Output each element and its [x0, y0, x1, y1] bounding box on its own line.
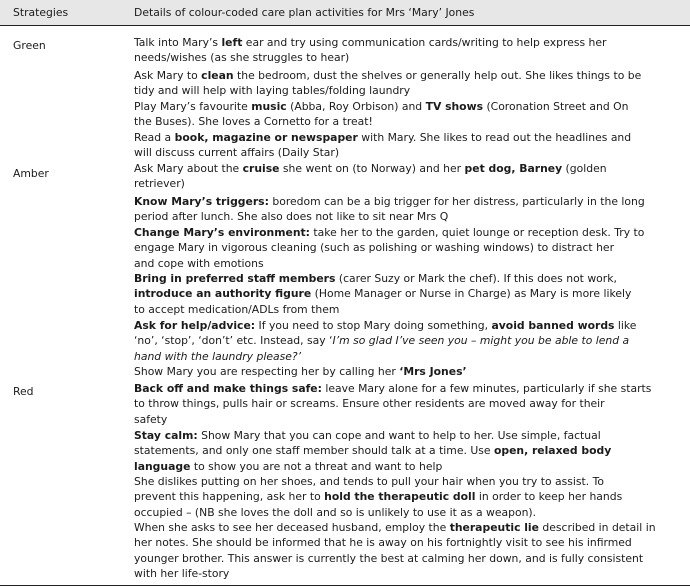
entry-text-run: the bedroom, dust the shelves or generally help out. She likes things to be [233, 69, 642, 82]
entry-text-run: with her life-story [134, 566, 230, 580]
entry-text-run: will discuss current affairs (Daily Star) [134, 146, 340, 160]
entry-text-run: and cope with emotions [134, 256, 264, 270]
entry-line [134, 551, 682, 566]
entry-line [134, 99, 682, 114]
entry-line [134, 474, 682, 489]
entry-text-run: left [221, 36, 243, 49]
entry-line [134, 271, 682, 286]
entry-text-run: prevent this happening, ask her to [134, 490, 325, 504]
green-entry-reading [134, 130, 682, 161]
entry-text-run: tidy and will help with laying tables/folding laundry [134, 84, 411, 98]
header-details: Details of colour-coded care plan activities for Mrs ‘Mary’ Jones [134, 6, 475, 19]
entry-text-run: younger brother. This answer is currently the best at calming her down, and is fully consistent [134, 551, 644, 565]
entry-line [134, 412, 682, 427]
green-entry-music [134, 99, 682, 130]
entry-text-run: TV shows [425, 100, 484, 113]
green-entry-hearing [134, 35, 682, 66]
entry-line [134, 209, 682, 224]
entry-text-run: Show Mary you are respecting her by calling her [134, 365, 400, 378]
entry-line [134, 68, 682, 83]
entry-text-run: she went on (to Norway) and her [279, 162, 465, 175]
entry-text-run: with Mary. She likes to read out the headlines and [357, 131, 632, 144]
green-entry-cleaning [134, 68, 682, 99]
entry-text-run: Know Mary’s triggers: [134, 195, 269, 208]
entry-text-run: her notes. She should be informed that he is away on his fortnightly visit to see his infirmed [134, 536, 632, 550]
entry-text-run: If you need to stop Mary doing something, [255, 319, 492, 332]
entry-text-run: the Buses). She loves a Cornetto for a treat! [134, 115, 373, 129]
entry-text-run: music [251, 100, 287, 113]
entry-text-run: Change Mary’s environment: [134, 226, 310, 239]
entry-line [134, 428, 682, 443]
entry-text-run: in order to keep her hands [475, 490, 623, 504]
entry-text-run: Play Mary’s favourite [134, 100, 252, 113]
header-strategies: Strategies [13, 6, 69, 19]
entry-line [134, 194, 682, 209]
entry-text-run: book, magazine or newspaper [174, 131, 358, 144]
amber-entry-help [134, 318, 682, 364]
entry-text-run: Ask Mary about the [134, 162, 243, 175]
entry-line [134, 489, 682, 504]
red-entry-shoes [134, 474, 682, 520]
amber-entry-respect [134, 364, 682, 379]
entry-line [134, 505, 682, 520]
red-entry-safe [134, 381, 682, 427]
entry-text-run: pet dog, Barney [464, 162, 563, 175]
entry-line [134, 381, 682, 396]
entry-text-run: ear and try using communication cards/writing to help express her [242, 36, 607, 49]
entry-text-run: statements, and only one staff member should talk at a time. Use [134, 444, 494, 458]
entry-text-run: ‘Mrs Jones’ [399, 365, 467, 378]
entry-line [134, 145, 682, 160]
entry-text-run: She dislikes putting on her shoes, and tends to pull your hair when you try to assist. To [134, 475, 604, 488]
entry-line [134, 333, 682, 348]
entry-text-run: engage Mary in vigorous cleaning (such as polishing or washing windows) to distract her [134, 241, 615, 255]
entry-text-run: needs/wishes (as she struggles to hear) [134, 51, 350, 65]
entry-text-run: leave Mary alone for a few minutes, particularly if she starts [321, 382, 652, 395]
entry-line [134, 443, 682, 458]
entry-text-run: to throw things, pulls hair or screams. Ensure other residents are moved away for their [134, 397, 605, 411]
entry-line [134, 225, 682, 240]
strategy-green-label: Green [13, 39, 46, 52]
entry-text-run: Talk into Mary’s [134, 36, 222, 49]
entry-line [134, 302, 682, 317]
entry-text-run: Bring in preferred staff members [134, 272, 336, 285]
entry-line [134, 396, 682, 411]
entry-text-run: I’m so glad I’ve seen you – might you be able to lend a [332, 334, 630, 348]
entry-line [134, 318, 682, 333]
entry-line [134, 459, 682, 474]
entry-text-run: (Abba, Roy Orbison) and [286, 100, 426, 113]
entry-text-run: safety [134, 412, 168, 426]
entry-line [134, 130, 682, 145]
entry-text-run: cruise [242, 162, 280, 175]
entry-line [134, 83, 682, 98]
entry-text-run: (Coronation Street and On [483, 100, 629, 113]
amber-entry-staff [134, 271, 682, 317]
entry-text-run: When she asks to see her deceased husband, employ the [134, 521, 450, 534]
entry-line [134, 50, 682, 65]
entry-text-run: boredom can be a big trigger for her distress, particularly in the long [268, 195, 645, 208]
red-entry-calm [134, 428, 682, 474]
entry-text-run: occupied – (NB she loves the doll and so is unlikely to use it as a weapon). [134, 505, 537, 519]
entry-line [134, 176, 682, 191]
entry-text-run: (Home Manager or Nurse in Charge) as Mary is more likely [311, 287, 632, 301]
entry-text-run: to show you are not a threat and want to help [190, 459, 443, 473]
entry-text-run: Read a [134, 131, 175, 144]
entry-text-run: ‘no’, ‘stop’, ‘don’t’ etc. Instead, say ‘ [134, 334, 333, 348]
entry-line [134, 566, 682, 581]
entry-line [134, 286, 682, 301]
entry-text-run: hand with the laundry please?’ [134, 349, 302, 363]
entry-text-run: to accept medication/ADLs from them [134, 302, 340, 316]
entry-text-run: Stay calm: [134, 429, 198, 442]
entry-line [134, 256, 682, 271]
entry-line [134, 35, 682, 50]
entry-text-run: introduce an authority figure [134, 287, 312, 301]
entry-text-run: Ask for help/advice: [134, 319, 256, 332]
red-entry-husband [134, 520, 682, 581]
table-header [0, 0, 690, 26]
green-entry-cruise [134, 161, 682, 192]
entry-text-run: therapeutic lie [449, 521, 539, 534]
entry-line [134, 114, 682, 129]
entry-line [134, 520, 682, 535]
entry-text-run: period after lunch. She also does not like to sit near Mrs Q [134, 210, 449, 224]
entry-text-run: language [134, 459, 191, 473]
entry-text-run: (carer Suzy or Mark the chef). If this does not work, [335, 272, 617, 285]
entry-text-run: described in detail in [538, 521, 656, 534]
strategy-red-label: Red [13, 385, 34, 398]
entry-text-run: like [614, 319, 637, 332]
table-bottom-rule [0, 585, 690, 586]
entry-line [134, 535, 682, 550]
entry-text-run: clean [201, 69, 234, 82]
entry-text-run: hold the therapeutic doll [324, 490, 476, 504]
amber-entry-triggers [134, 194, 682, 225]
entry-text-run: avoid banned words [491, 319, 615, 332]
entry-text-run: take her to the garden, quiet lounge or reception desk. Try to [310, 226, 645, 239]
entry-text-run: retriever) [134, 177, 185, 191]
entry-text-run: Ask Mary to [134, 69, 202, 82]
entry-text-run: (golden [562, 162, 607, 175]
entry-line [134, 364, 682, 379]
entry-line [134, 240, 682, 255]
entry-text-run: Back off and make things safe: [134, 382, 322, 395]
entry-text-run: open, relaxed body [493, 444, 612, 458]
entry-line [134, 161, 682, 176]
entry-line [134, 349, 682, 364]
strategy-amber-label: Amber [13, 167, 49, 180]
entry-text-run: Show Mary that you can cope and want to help to her. Use simple, factual [197, 429, 601, 442]
amber-entry-environment [134, 225, 682, 271]
